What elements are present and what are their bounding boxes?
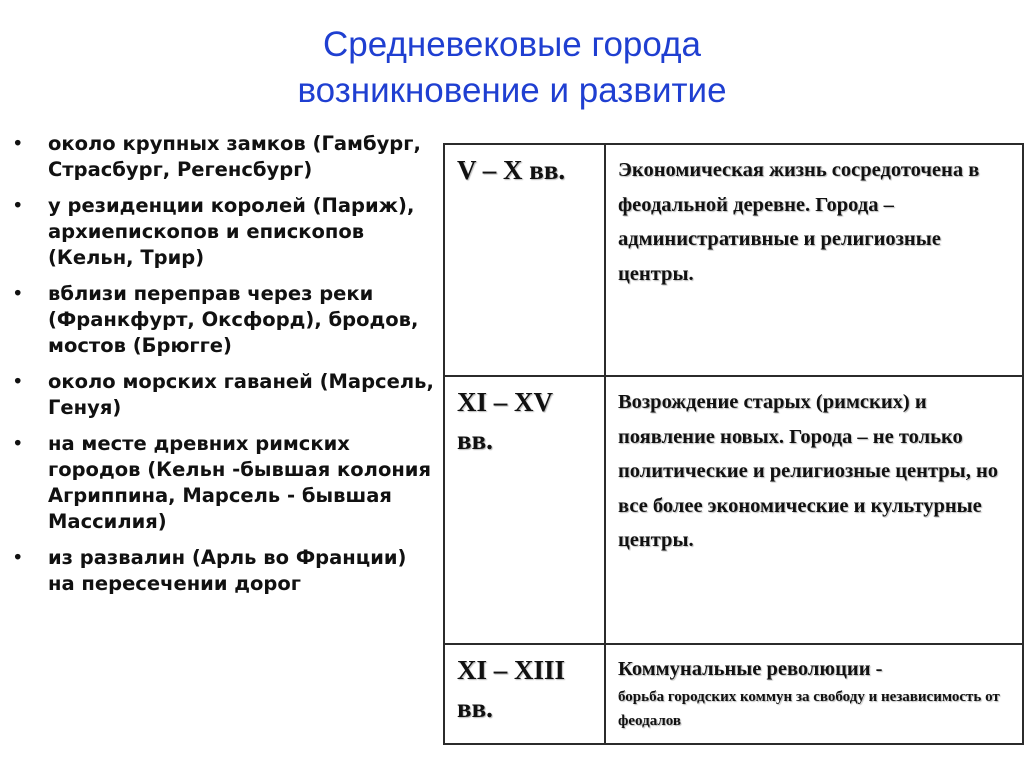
bullet-icon: • [12,194,24,217]
description-cell: Возрождение старых (римских) и появление новых. Города – не только политические и религиозные центры, но все более экономические и культурные центры. [605,376,1023,644]
table-row [444,376,1023,644]
list-item [10,431,435,535]
table-row [444,144,1023,376]
list-item [10,193,435,271]
list-item [10,131,435,183]
bullet-icon: • [12,370,24,393]
list-item-text: из развалин (Арль во Франции) на пересечении дорог [48,546,407,595]
bullet-icon: • [12,132,24,155]
slide-title [0,22,1024,114]
bullet-icon: • [12,282,24,305]
slide-title-line-1: Средневековые города [323,25,701,64]
list-item [10,281,435,359]
bullet-icon: • [12,546,24,569]
city-origins-list [10,131,435,607]
list-item [10,545,435,597]
bullet-icon: • [12,432,24,455]
period-cell: V – X вв. [444,144,605,376]
period-cell: XI – XIII вв. [444,644,605,744]
slide-title-line-2: возникновение и развитие [297,71,727,110]
periods-table [443,143,1024,745]
list-item-text: вблизи переправ через реки (Франкфурт, Оксфорд), бродов, мостов (Брюгге) [48,282,419,357]
list-item-text: у резиденции королей (Париж), архиепископов и епископов (Кельн, Трир) [48,194,415,269]
period-cell: XI – XV вв. [444,376,605,644]
table-row [444,644,1023,744]
list-item-text: около крупных замков (Гамбург, Страсбург, Регенсбург) [48,132,421,181]
description-cell: Экономическая жизнь сосредоточена в феодальной деревне. Города – административные и религиозные центры. [605,144,1023,376]
list-item [10,369,435,421]
description-detail: борьба городских коммун за свободу и независимость от феодалов [618,689,1000,729]
description-cell [605,644,1023,744]
list-item-text: около морских гаваней (Марсель, Генуя) [48,370,434,419]
description-lead: Коммунальные революции - [618,658,883,680]
list-item-text: на месте древних римских городов (Кельн -бывшая колония Агриппина, Марсель - бывшая Массилия) [48,432,431,533]
